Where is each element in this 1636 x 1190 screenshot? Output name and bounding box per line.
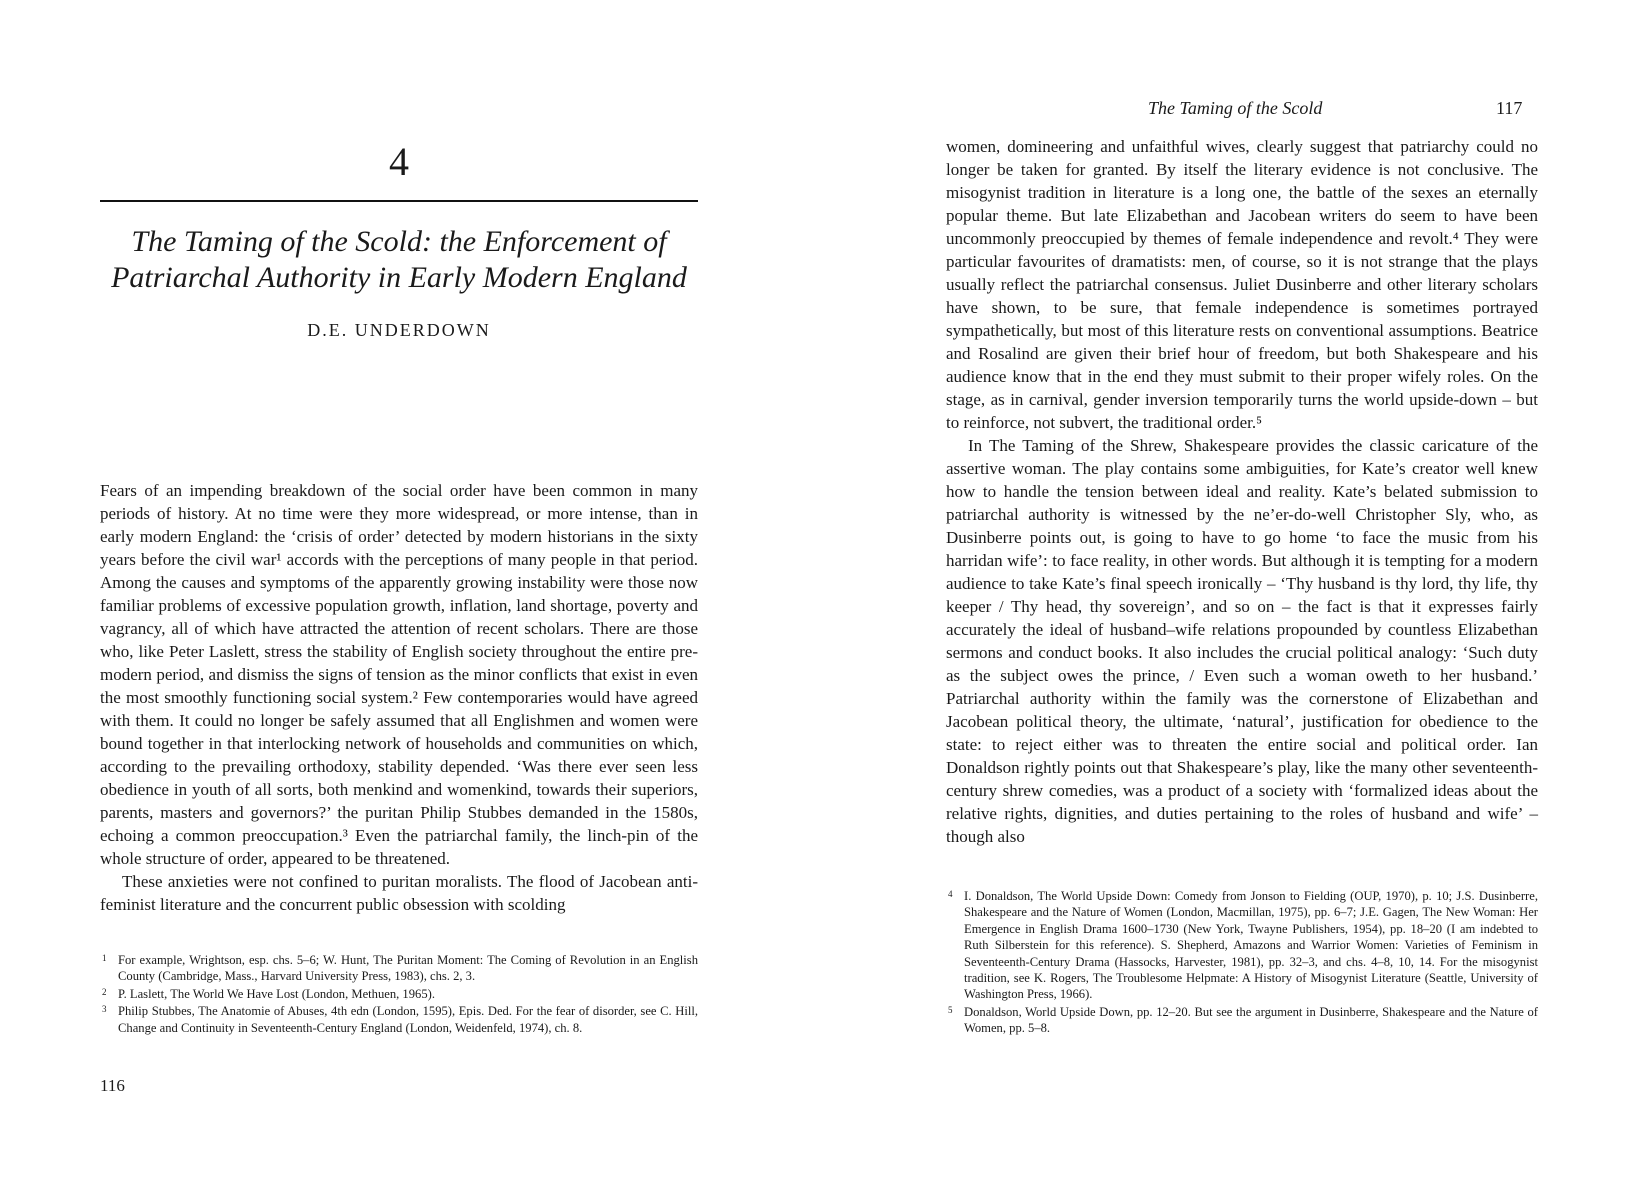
footnote-text: P. Laslett, The World We Have Lost (London, Methuen, 1965). xyxy=(118,986,435,1001)
right-page xyxy=(818,0,1636,1190)
footnote-text: Donaldson, World Upside Down, pp. 12–20. But see the argument in Dusinberre, Shakespeare and the Nature of Women, pp. 5–8. xyxy=(964,1004,1538,1036)
paragraph: Fears of an impending breakdown of the social order have been common in many periods of history. At no time were they more widespread, or more intense, than in early modern England: the ‘crisis of order’ detected by modern historians in the sixty years before the civil war¹ accords with the perceptions of many people in that period. Among the causes and symptoms of the apparently growing instability were those now familiar problems of excessive population growth, inflation, land shortage, poverty and vagrancy, all of which have attracted the attention of recent scholars. There are those who, like Peter Laslett, stress the stability of English society throughout the entire pre-modern period, and dismiss the signs of tension as the minor conflicts that exist in even the most smoothly functioning social system.² Few contemporaries would have agreed with them. It could no longer be safely assumed that all Englishmen and women were bound together in that interlocking network of households and communities on which, according to the prevailing orthodoxy, stability depended. ‘Was there ever seen less obedience in youth of all sorts, both menkind and womenkind, towards their superiors, parents, masters and governors?’ the puritan Philip Stubbes demanded in the 1580s, echoing a common preoccupation.³ Even the patriarchal family, the linch-pin of the whole structure of order, appeared to be threatened. xyxy=(100,481,698,868)
footnote-mark: 2 xyxy=(102,986,107,997)
chapter-number: 4 xyxy=(389,139,409,184)
footnote-mark: 3 xyxy=(102,1004,107,1015)
footnote-mark: 1 xyxy=(102,953,107,963)
footnote-text: I. Donaldson, The World Upside Down: Comedy from Jonson to Fielding (OUP, 1970), p. 10; J.S. Dusinberre, Shakespeare and the Nature of Women (London, Macmillan, 1975), pp. 6–7; J.E. Gagen, The New Woman: Her Emergence in English Drama 1600–1730 (New York, Twayne Publishers, 1954), pp. 18–20 (I am indebted to Ruth Silberstein for this reference). S. Shepherd, Amazons and Warrior Women: Varieties of Feminism in Seventeenth-Century Drama (Hassocks, Harvester, 1981), pp. 32–3, and chs. 4–8, 10, 14. For the misogynist tradition, see K. Rogers, The Troublesome Helpmate: A History of Misogynist Literature (Seattle, University of Washington Press, 1966). xyxy=(964,889,1538,1002)
paragraph: In The Taming of the Shrew, Shakespeare provides the classic caricature of the assertive woman. The play contains some ambiguities, for Kate’s creator well knew how to handle the tension between ideal and reality. Kate’s belated submission to patriarchal authority is witnessed by the ne’er-do-well Christopher Sly, who, as Dusinberre points out, is going to have to go home ‘to face the music from his harridan wife’: to face reality, in other words. But although it is tempting for a modern audience to take Kate’s final speech ironically – ‘Thy husband is thy lord, thy life, thy keeper / Thy head, thy sovereign’, and so on – the fact is that it expresses fairly accurately the ideal of husband–wife relations propounded by countless Elizabethan sermons and conduct books. It also includes the crucial political analogy: ‘Such duty as the subject owes the prince, / Even such a woman oweth to her husband.’ Patriarchal authority within the family was the cornerstone of Elizabethan and Jacobean political theory, the ultimate, ‘natural’, justification for obedience to the state: to reject either was to threaten the entire social and political order. Ian Donaldson rightly points out that Shakespeare’s play, like the many other seventeenth-century shrew comedies, was a product of a society with ‘formalized ideas about the relative rights, dignities, and duties pertaining to the roles of husband and wife’ – though also xyxy=(946,436,1538,846)
chapter-rule xyxy=(100,200,698,202)
chapter-author: D.E. UNDERDOWN xyxy=(307,320,491,340)
footnote-mark: 4 xyxy=(948,889,953,899)
page-number: 117 xyxy=(1496,98,1523,118)
footnote xyxy=(100,986,698,1002)
running-head: The Taming of the Scold xyxy=(1148,98,1323,118)
footnote-text: For example, Wrightson, esp. chs. 5–6; W. Hunt, The Puritan Moment: The Coming of Revolution in an English County (Cambridge, Mass., Harvard University Press, 1983), chs. 2, 3. xyxy=(118,953,698,984)
footnotes xyxy=(100,952,698,1037)
paragraph: women, domineering and unfaithful wives, clearly suggest that patriarchy could no longer be taken for granted. By itself the literary evidence is not conclusive. The misogynist tradition in literature is a long one, the battle of the sexes an eternally popular theme. But late Elizabethan and Jacobean writers do seem to have been uncommonly preoccupied by themes of female independence and revolt.⁴ They were particular favourites of dramatists: men, of course, so it is not strange that the plays usually reflect the patriarchal consensus. Juliet Dusinberre and other literary scholars have shown, to be sure, that female independence is sometimes portrayed sympathetically, but most of this literature rests on conventional assumptions. Beatrice and Rosalind are given their brief hour of freedom, but both Shakespeare and his audience know that in the end they must submit to their proper wifely roles. On the stage, as in carnival, gender inversion temporarily turns the world upside-down – but to reinforce, not subvert, the traditional order.⁵ xyxy=(946,137,1538,432)
paragraph: These anxieties were not confined to puritan moralists. The flood of Jacobean anti-feminist literature and the concurrent public obsession with scolding xyxy=(100,872,698,914)
footnote xyxy=(946,888,1538,1003)
body-text xyxy=(946,135,1538,848)
page-number: 116 xyxy=(100,1076,125,1095)
footnote-text: Philip Stubbes, The Anatomie of Abuses, 4th edn (London, 1595), Epis. Ded. For the fear of disorder, see C. Hill, Change and Continuity in Seventeenth-Century England (London, Weidenfeld, 1974), ch. 8. xyxy=(118,1004,698,1035)
footnote-mark: 5 xyxy=(948,1004,953,1015)
body-text xyxy=(100,479,698,916)
chapter-title: The Taming of the Scold: the Enforcement of Patriarchal Authority in Early Modern England xyxy=(111,225,687,294)
footnotes xyxy=(946,888,1538,1038)
footnote xyxy=(946,1004,1538,1037)
footnote xyxy=(100,1003,698,1036)
footnote xyxy=(100,952,698,985)
